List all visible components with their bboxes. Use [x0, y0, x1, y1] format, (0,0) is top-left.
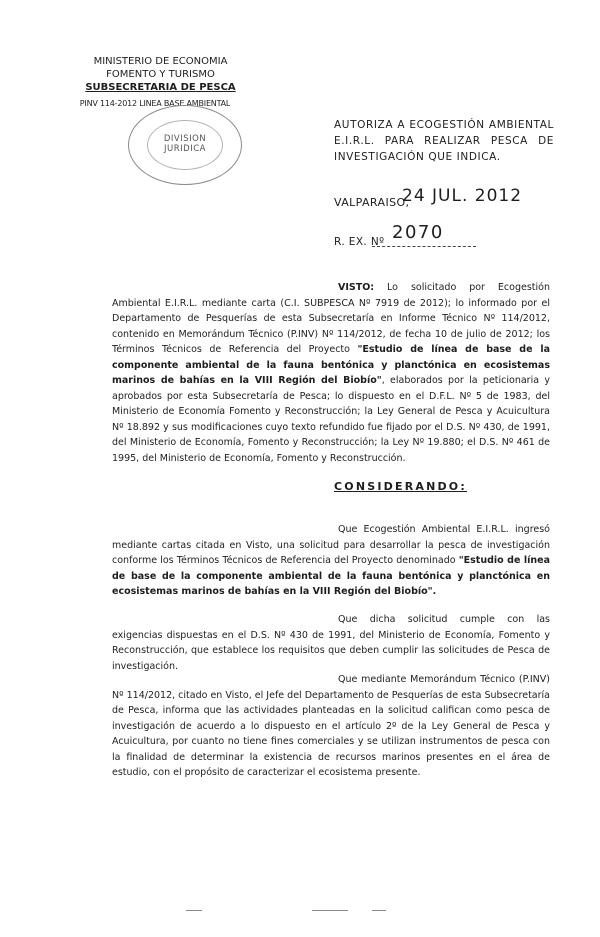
- footer-mark-1: [186, 910, 202, 911]
- considerando-1-project-title: "Estudio de línea de base de la componente ambiental de la fauna bentónica y planctónica en ecosistemas marinos de bahías en la VIII Región del Biobío".: [112, 555, 550, 597]
- considerando-paragraph-1: [112, 522, 550, 600]
- visto-project-title: "Estudio de línea de base de la componente ambiental de la fauna bentónica y planctónica en ecosistemas marinos de bahías en la VIII Región del Biobío": [112, 344, 550, 386]
- footer-mark-3: [372, 910, 386, 911]
- ministry-name: MINISTERIO DE ECONOMIA: [93, 56, 228, 67]
- rex-number: 2070: [392, 222, 444, 243]
- visto-label: VISTO:: [338, 282, 375, 293]
- considerando-1-text: Que Ecogestión Ambiental E.I.R.L. ingresó mediante cartas citada en Visto, una solicitud para desarrollar la pesca de investigación conforme los Términos Técnicos de Referencia del Proyecto denominado: [112, 524, 550, 566]
- rex-label: R. EX. Nº: [334, 236, 385, 248]
- considerando-heading: CONSIDERANDO:: [334, 480, 467, 493]
- considerando-3-text: Que mediante Memorándum Técnico (P.INV) Nº 114/2012, citado en Visto, el Jefe del Departamento de Pesquerías de esta Subsecretaría de Pesca, informa que las actividades planteadas en la solicitud califican como pesca de investigación de acuerdo a lo dispuesto en el artículo 2º de la Ley General de Pesca y Acuicultura, por cuanto no tiene fines comerciales y se utilizan instrumentos de pesca con la finalidad de determinar la existencia de recursos marinos presentes en el área de estudio, con el propósito de caracterizar el ecosistema presente.: [112, 674, 550, 778]
- division-juridica-stamp: [128, 105, 242, 185]
- footer-mark-2: [312, 910, 348, 911]
- considerando-2-text: Que dicha solicitud cumple con las exigencias dispuestas en el D.S. Nº 430 de 1991, del Ministerio de Economía, Fomento y Reconstrucción, que establece los requisitos que deben cumplir las solicitudes de Pesca de investigación.: [112, 614, 550, 672]
- visto-paragraph: [112, 280, 550, 466]
- place-label: VALPARAISO,: [334, 196, 410, 209]
- stamp-text-line1: DIVISION: [163, 134, 207, 144]
- considerando-paragraph-3: [112, 672, 550, 781]
- rex-underline: [372, 246, 476, 247]
- visto-text-part2: , elaborados por la peticionaria y aprobados por esta Subsecretaría de Pesca; lo dispuesto en el D.F.L. Nº 5 de 1983, del Ministerio de Economía Fomento y Reconstrucción; la Ley General de Pesca y Acuicultura Nº 18.892 y sus modificaciones cuyo texto refundido fue fijado por el D.S. Nº 430, de 1991, del Ministerio de Economía, Fomento y Reconstrucción; la Ley Nº 19.880; el D.S. Nº 461 de 1995, del Ministerio de Economía, Fomento y Reconstrucción.: [112, 375, 550, 464]
- resolution-subject: AUTORIZA A ECOGESTIÓN AMBIENTAL E.I.R.L. PARA REALIZAR PESCA DE INVESTIGACIÓN QUE INDICA.: [334, 119, 554, 163]
- reference-code: PINV 114-2012 LINEA BASE AMBIENTAL: [79, 99, 231, 108]
- stamp-text-line2: JURIDICA: [164, 144, 206, 154]
- resolution-date: 24 JUL. 2012: [402, 186, 523, 206]
- considerando-paragraph-2: [112, 612, 550, 674]
- visto-text-part1: Lo solicitado por Ecogestión Ambiental E.I.R.L. mediante carta (C.I. SUBPESCA Nº 7919 de 2012); lo informado por el Departamento de Pesquerías de esta Subsecretaría en Informe Técnico Nº 114/2012, contenido en Memorándum Técnico (P.INV) Nº 114/2012, de fecha 10 de julio de 2012; los Términos Técnicos de Referencia del Proyecto: [112, 282, 550, 355]
- ministry-name-line2: FOMENTO Y TURISMO: [106, 69, 215, 80]
- subsecretaria-name: SUBSECRETARIA DE PESCA: [85, 82, 236, 93]
